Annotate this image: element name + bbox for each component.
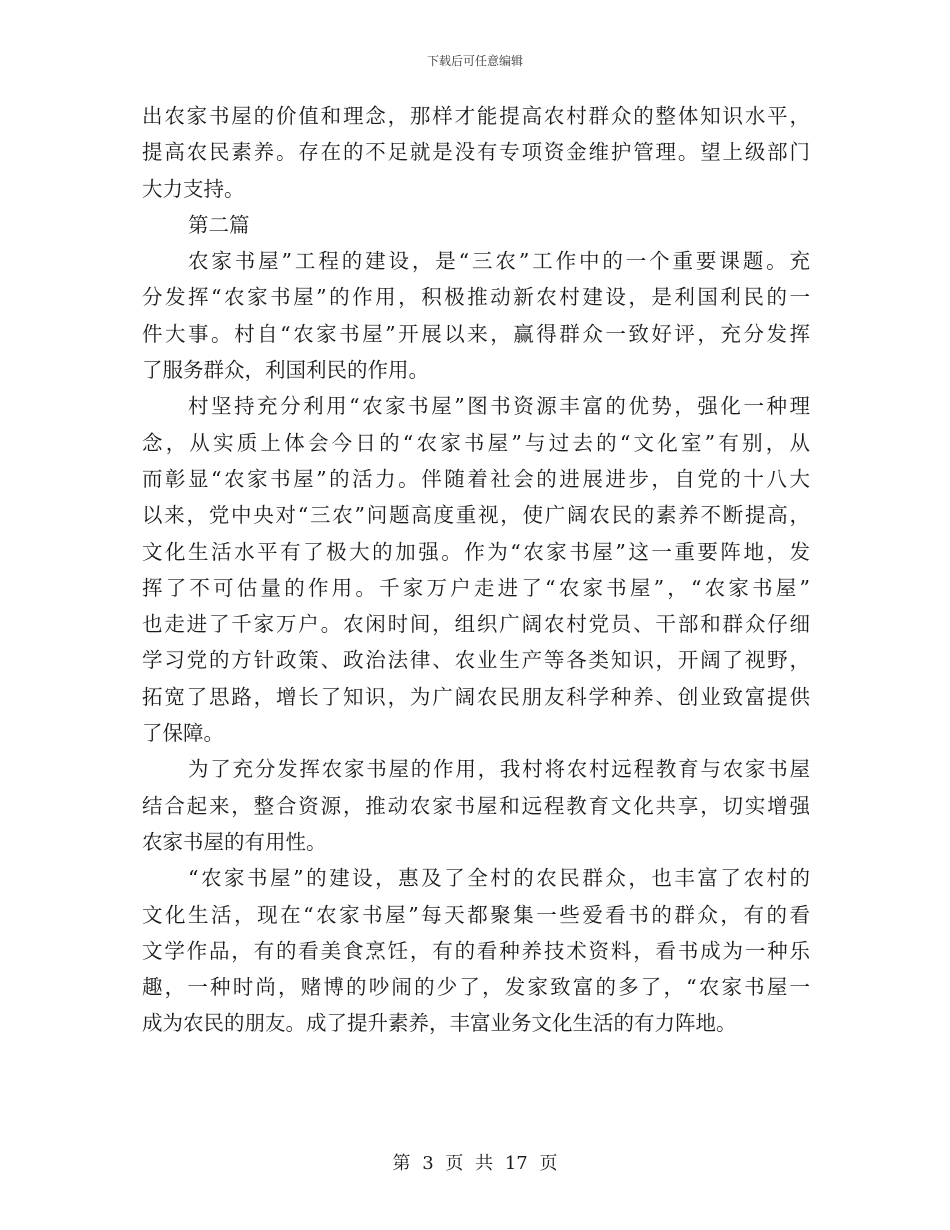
paragraph-line: 挥了不可估量的作用。千家万户走进了“农家书屋”，“农家书屋” (142, 575, 810, 600)
paragraph-line: 文化生活水平有了极大的加强。作为“农家书屋”这一重要阵地，发 (142, 539, 810, 564)
paragraph-line: 念，从实质上体会今日的“农家书屋”与过去的“文化室”有别，从 (142, 430, 810, 455)
paragraph-line: 农家书屋”工程的建设，是“三农”工作中的一个重要课题。充 (188, 249, 810, 274)
paragraph-line: 第二篇 (188, 212, 250, 237)
paragraph-line: 也走进了千家万户。农闲时间，组织广阔农村党员、干部和群众仔细 (142, 612, 810, 637)
paragraph-line: 成为农民的朋友。成了提升素养，丰富业务文化生活的有力阵地。 (142, 1011, 737, 1036)
paragraph-line: 提高农民素养。存在的不足就是没有专项资金维护管理。望上级部门 (142, 140, 810, 165)
paragraph-line: 村坚持充分利用“农家书屋”图书资源丰富的优势，强化一种理 (188, 394, 810, 419)
page-number-footer: 第 3 页 共 17 页 (392, 1153, 558, 1174)
paragraph-line: “农家书屋”的建设，惠及了全村的农民群众，也丰富了农村的 (188, 866, 810, 891)
paragraph-line: 了保障。 (142, 721, 224, 746)
page-header: 下载后可任意编辑 (426, 54, 523, 68)
paragraph-line: 结合起来，整合资源，推动农家书屋和远程教育文化共享，切实增强 (142, 793, 810, 818)
paragraph-line: 而彰显“农家书屋”的活力。伴随着社会的进展进步，自党的十八大 (142, 466, 810, 491)
paragraph-line: 大力支持。 (142, 176, 245, 201)
paragraph-line: 学习党的方针政策、政治法律、农业生产等各类知识，开阔了视野， (142, 648, 810, 673)
paragraph-line: 分发挥“农家书屋”的作用，积极推动新农村建设，是利国利民的一 (142, 285, 810, 310)
paragraph-line: 文学作品，有的看美食烹饪，有的看种养技术资料，看书成为一种乐 (142, 938, 810, 963)
paragraph-line: 出农家书屋的价值和理念，那样才能提高农村群众的整体知识水平， (142, 104, 810, 128)
paragraph-line: 为了充分发挥农家书屋的作用，我村将农村远程教育与农家书屋 (188, 757, 810, 782)
paragraph-line: 了服务群众，利国利民的作用。 (142, 358, 429, 383)
paragraph-line: 农家书屋的有用性。 (142, 829, 327, 854)
paragraph-line: 拓宽了思路，增长了知识，为广阔农民朋友科学种养、创业致富提供 (142, 684, 810, 709)
paragraph-line: 件大事。村自“农家书屋”开展以来，赢得群众一致好评，充分发挥 (142, 321, 810, 346)
document-body (142, 98, 810, 1042)
paragraph-line: 趣，一种时尚，赌博的吵闹的少了，发家致富的多了，“农家书屋一 (142, 975, 810, 1000)
paragraph-line: 以来，党中央对“三农”问题高度重视，使广阔农民的素养不断提高， (142, 503, 810, 528)
paragraph-line: 文化生活，现在“农家书屋”每天都聚集一些爱看书的群众，有的看 (142, 902, 810, 927)
